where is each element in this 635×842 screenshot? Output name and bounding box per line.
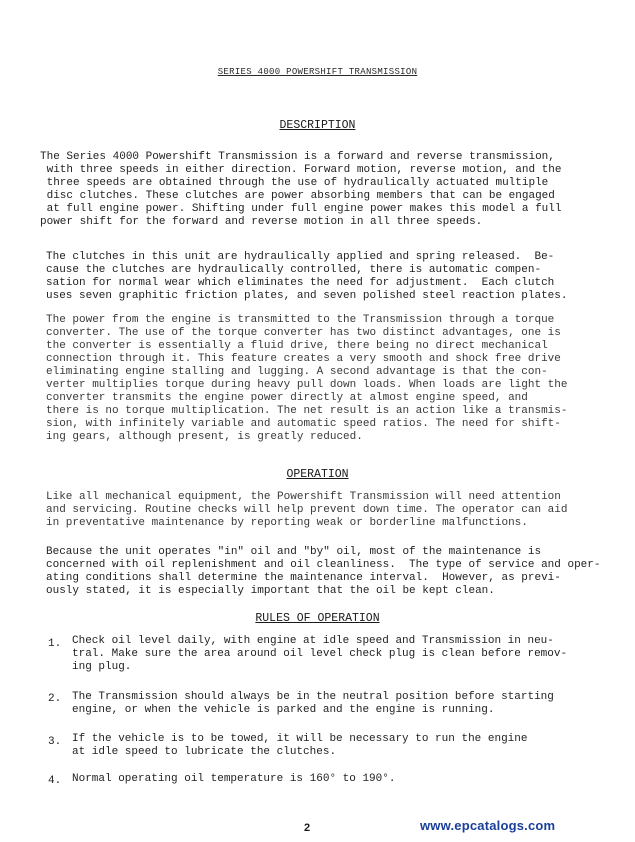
description-heading: DESCRIPTION (279, 119, 356, 132)
rules-heading: RULES OF OPERATION (255, 612, 380, 625)
watermark: www.epcatalogs.com (420, 818, 556, 833)
rule-text: If the vehicle is to be towed, it will be necessary to run the engine at idle speed to lubricate the clutches. (72, 733, 528, 758)
rule-number: 2. (48, 693, 62, 705)
description-paragraph-1: The Series 4000 Powershift Transmission is a forward and reverse transmission, with three speeds in either direction. Forward motion, reverse motion, and the three speeds are obtained through the use of hydraulically actuated multiple disc clutches. These clutches are power absorbing members that can be engaged at full engine power. Shifting under full engine power makes this model a full power shift for the forward and reverse motion in all three speeds. (40, 151, 562, 228)
rule-text: Normal operating oil temperature is 160° to 190°. (72, 773, 396, 785)
description-paragraph-3: The power from the engine is transmitted to the Transmission through a torque converter. The use of the torque converter has two distinct advantages, one is the converter is essentially a fluid drive, there being no direct mechanical connection through it. This feature creates a very smooth and shock free drive eliminating engine stalling and lugging. A second advantage is that the con- verter multiplies torque during heavy pull down loads. When loads are light the converter transmits the engine power directly at almost engine speed, and there is no torque multiplication. The net result is an action like a transmis- sion, with infinitely variable and automatic speed ratios. The need for shift- ing gears, although present, is greatly reduced. (46, 314, 568, 443)
document-title: SERIES 4000 POWERSHIFT TRANSMISSION (217, 67, 418, 77)
rule-number: 4. (48, 775, 62, 787)
description-paragraph-2: The clutches in this unit are hydraulically applied and spring released. Be- cause the clutches are hydraulically controlled, there is automatic compen- sation for normal wear which eliminates the need for adjustment. Each clutch uses seven graphitic friction plates, and seven polished steel reaction plates. (46, 251, 568, 302)
rule-text: The Transmission should always be in the neutral position before starting engine, or when the vehicle is parked and the engine is running. (72, 691, 554, 716)
operation-paragraph-2: Because the unit operates "in" oil and "by" oil, most of the maintenance is concerned with oil replenishment and oil cleanliness. The type of service and oper- ating conditions shall determine the maintenance interval. However, as previ- ously stated, it is especially important that the oil be kept clean. (46, 546, 601, 597)
operation-heading: OPERATION (286, 468, 349, 481)
rule-number: 3. (48, 736, 62, 748)
rule-number: 1. (48, 638, 62, 650)
page-number: 2 (304, 822, 311, 834)
rule-text: Check oil level daily, with engine at idle speed and Transmission in neu- tral. Make sure the area around oil level check plug is clean before remov- ing plug. (72, 635, 568, 673)
operation-paragraph-1: Like all mechanical equipment, the Powershift Transmission will need attention and servicing. Routine checks will help prevent down time. The operator can aid in preventative maintenance by reporting weak or borderline malfunctions. (46, 491, 568, 529)
